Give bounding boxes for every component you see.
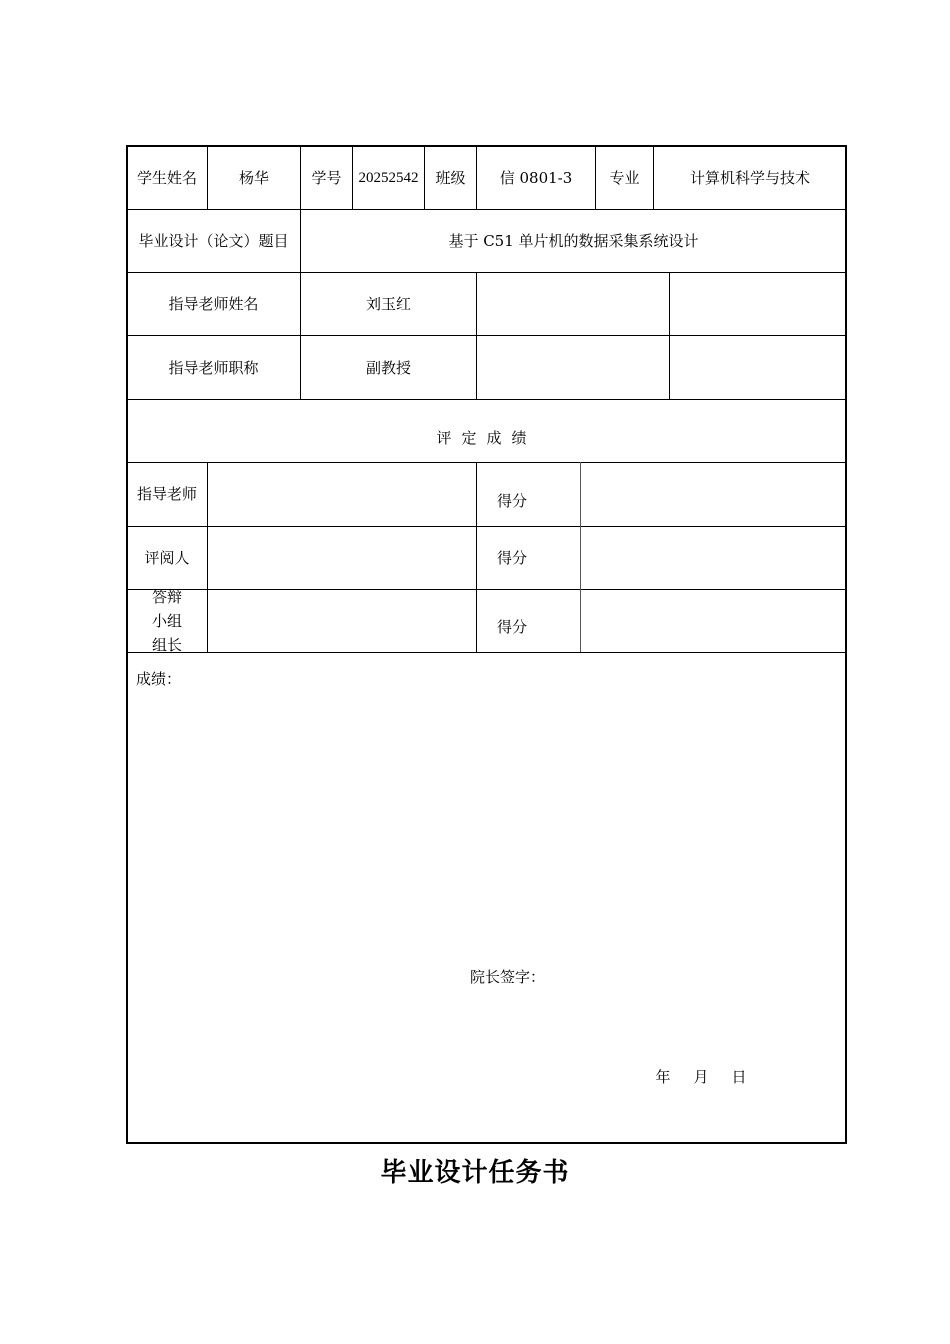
grading-role-reviewer: 评阅人 bbox=[144, 549, 190, 567]
comment-field[interactable] bbox=[208, 463, 476, 526]
score-field[interactable] bbox=[581, 463, 846, 526]
grading-role-advisor: 指导老师 bbox=[136, 485, 197, 503]
grading-role-text: 答辩小组组长 bbox=[151, 588, 182, 654]
empty-cell bbox=[670, 273, 846, 335]
advisor-name-label: 指导老师姓名 bbox=[168, 295, 259, 313]
class-label: 班级 bbox=[435, 168, 466, 187]
topic-value: 基于 C51 单片机的数据采集系统设计 bbox=[448, 232, 699, 250]
major-label: 专业 bbox=[609, 168, 640, 187]
student-name-label: 学生姓名 bbox=[136, 168, 197, 187]
empty-cell bbox=[477, 273, 669, 335]
result-label: 成绩： bbox=[136, 670, 182, 688]
score-field[interactable] bbox=[581, 527, 846, 589]
student-id-value: 20252542 bbox=[358, 169, 419, 186]
empty-cell bbox=[670, 336, 846, 399]
date-year: 年 bbox=[655, 1068, 671, 1086]
class-value: 信 0801-3 bbox=[499, 168, 573, 187]
date-day: 日 bbox=[731, 1068, 747, 1086]
comment-field[interactable] bbox=[208, 527, 476, 589]
score-label: 得分 bbox=[496, 491, 527, 510]
major-value: 计算机科学与技术 bbox=[689, 168, 810, 187]
topic-label: 毕业设计（论文）题目 bbox=[138, 232, 289, 250]
score-label: 得分 bbox=[496, 549, 527, 567]
comment-field[interactable] bbox=[208, 590, 476, 652]
student-name-value: 杨华 bbox=[238, 168, 269, 187]
score-field[interactable] bbox=[581, 590, 846, 652]
document-title: 毕业设计任务书 bbox=[380, 1157, 570, 1188]
grading-heading: 评定成绩 bbox=[436, 428, 537, 447]
date-month: 月 bbox=[693, 1068, 709, 1086]
dean-signature-label: 院长签字： bbox=[470, 968, 546, 986]
row-divider bbox=[127, 652, 846, 653]
score-label: 得分 bbox=[496, 618, 527, 636]
empty-cell bbox=[477, 336, 669, 399]
advisor-title-value: 副教授 bbox=[365, 358, 411, 377]
advisor-name-value: 刘玉红 bbox=[365, 295, 411, 313]
grading-role-defense-leader bbox=[127, 590, 207, 652]
student-id-label: 学号 bbox=[311, 168, 342, 187]
advisor-title-label: 指导老师职称 bbox=[168, 358, 259, 377]
